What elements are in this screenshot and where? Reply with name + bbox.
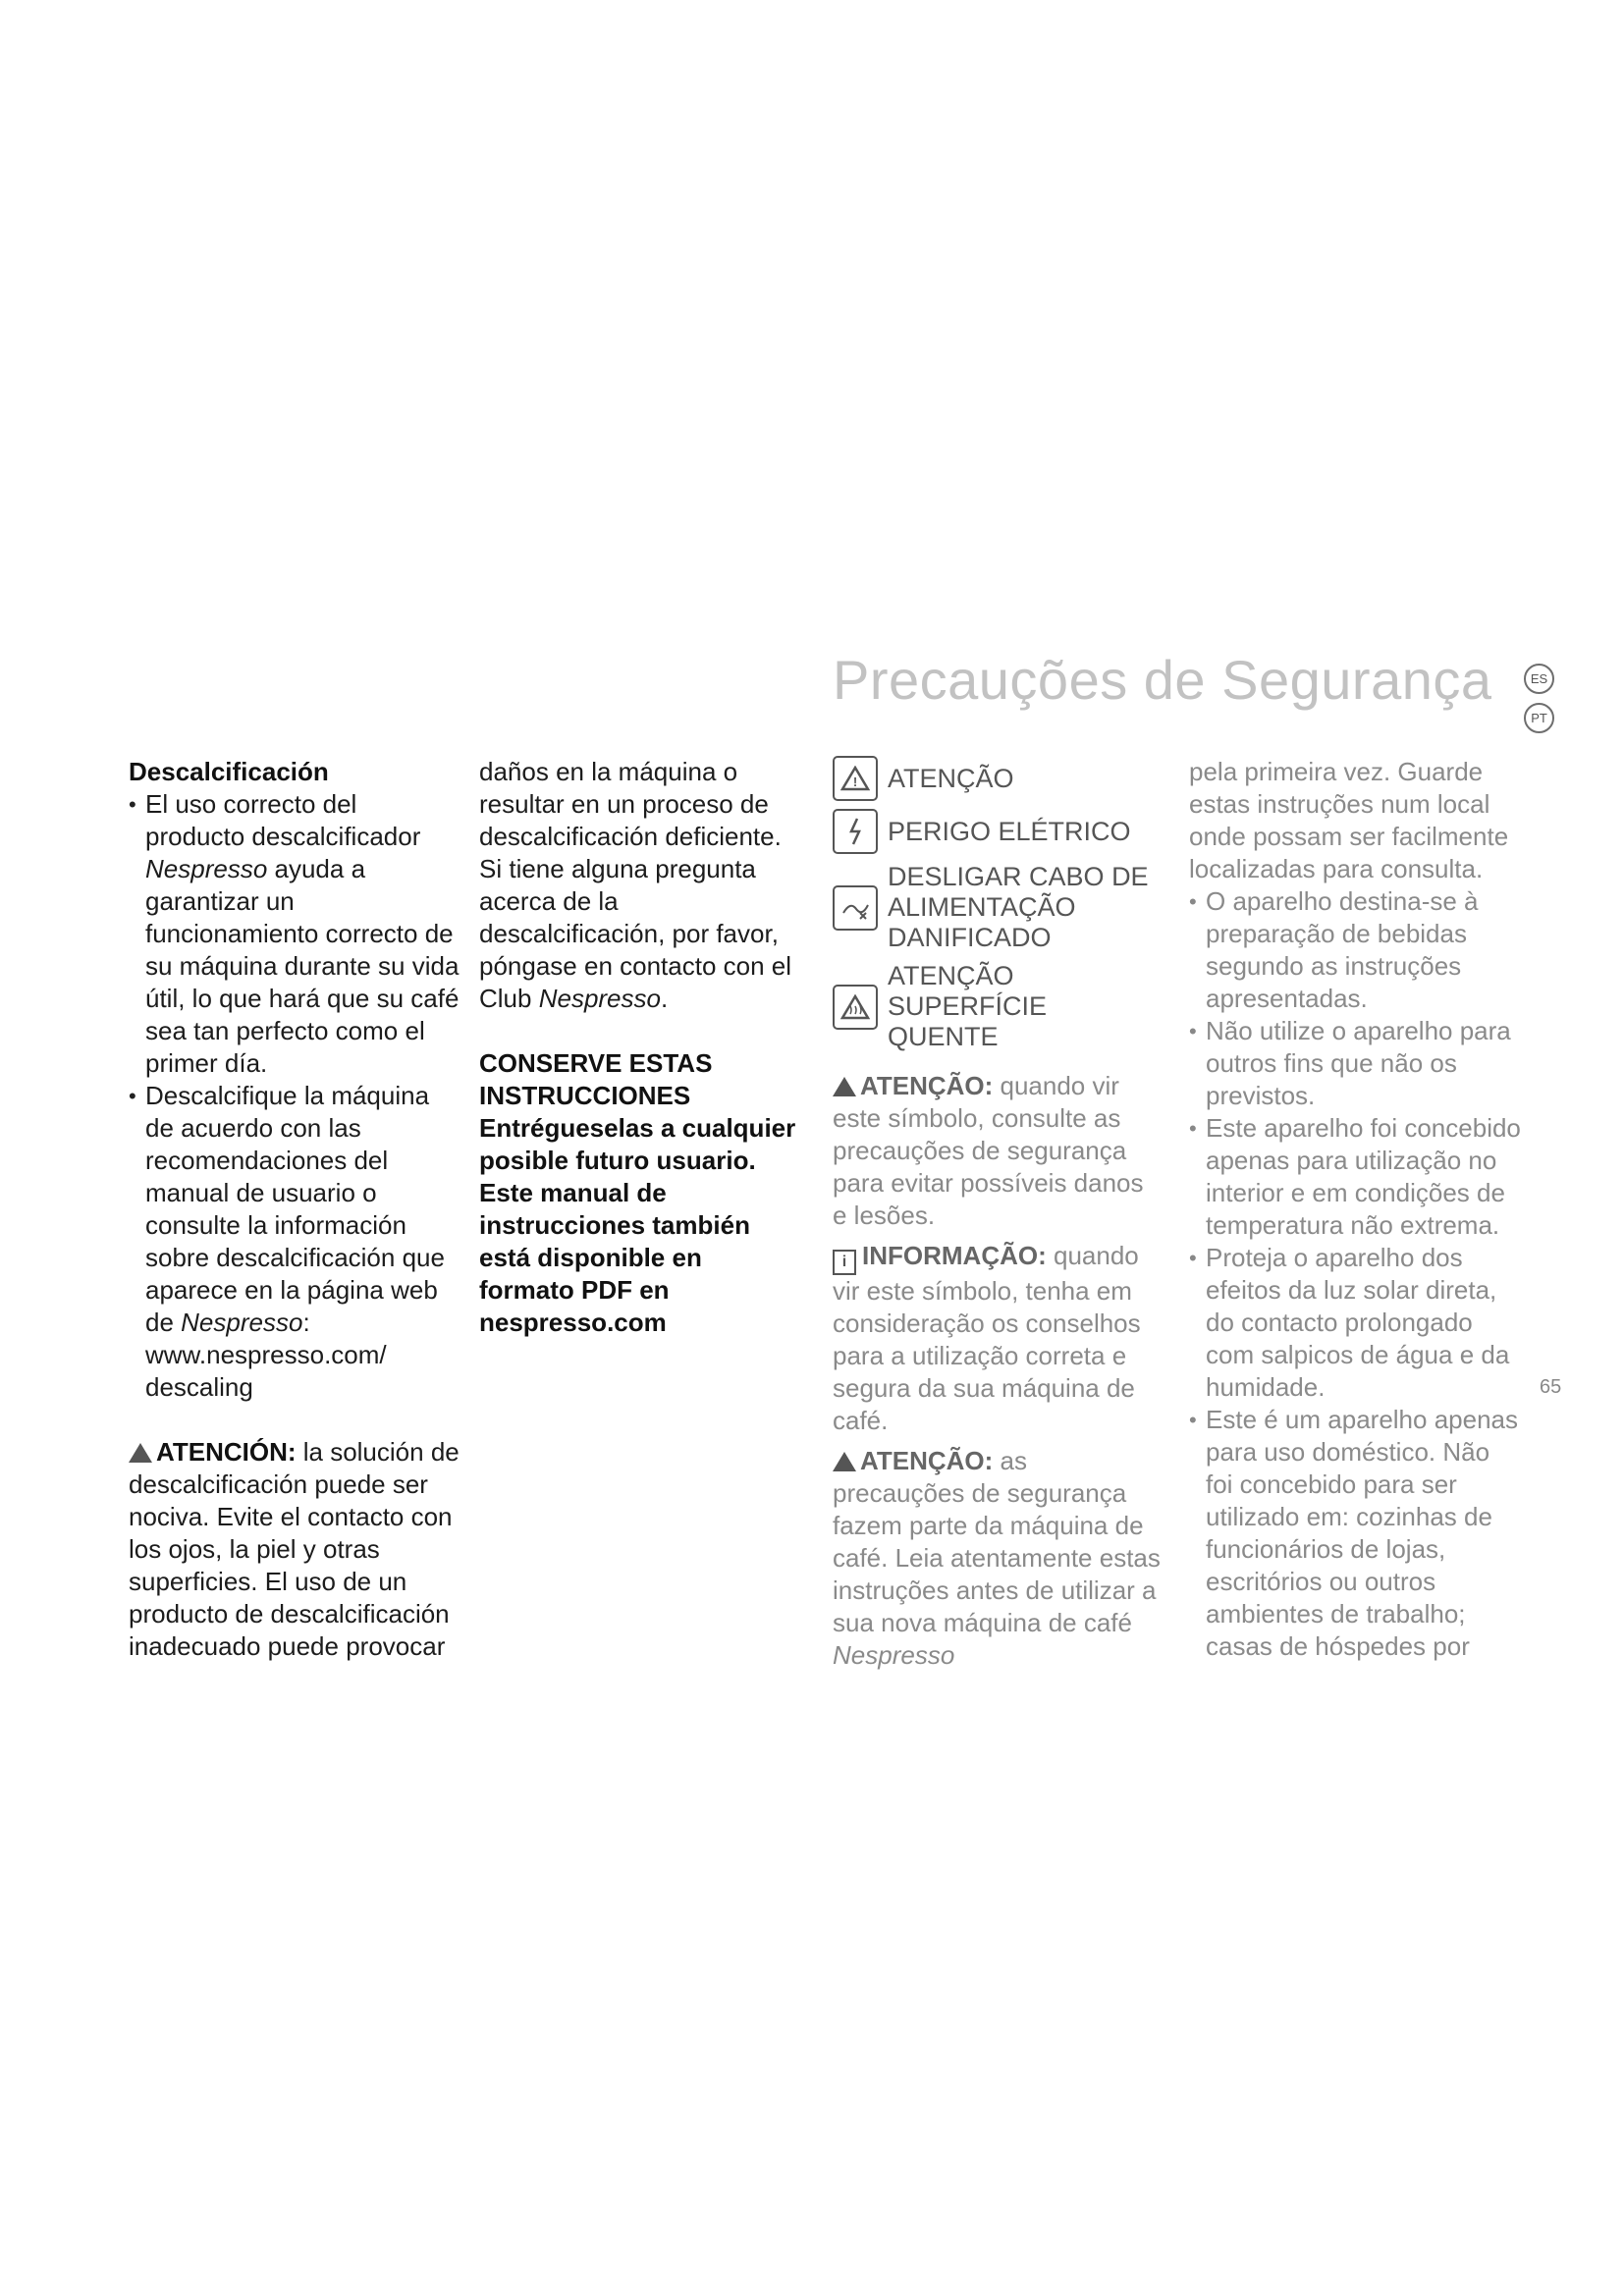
- warning-triangle-icon: [833, 1077, 856, 1096]
- svg-text:!: !: [852, 774, 858, 789]
- electric-danger-icon: [833, 809, 878, 854]
- legend-cabo: DESLIGAR CABO DE ALIMENTAÇÃO DANIFICADO: [833, 862, 1164, 953]
- descaling-heading: Descalcificación: [129, 757, 329, 786]
- informacao-paragraph: i INFORMAÇÃO: quando vir este símbolo, tenha em consideração os conselhos para a utilização correta e segura da sua máquina de café.: [833, 1241, 1141, 1435]
- list-item: • Não utilize o aparelho para outros fins que não os previstos.: [1189, 1015, 1523, 1112]
- brand-name: Nespresso: [833, 1640, 955, 1670]
- list-item: • Este aparelho foi concebido apenas para utilização no interior e em condições de temperatura não extrema.: [1189, 1112, 1523, 1242]
- column-4: [1189, 756, 1523, 1663]
- language-badge-pt: PT: [1524, 703, 1554, 733]
- list-item: • El uso correcto del producto descalcificador Nespresso ayuda a garantizar un funcionamiento correcto de su máquina durante su vida útil, lo que hará que su café sea tan perfecto como el primer día.: [129, 788, 462, 1080]
- list-item: • O aparelho destina-se à preparação de bebidas segundo as instruções apresentadas.: [1189, 885, 1523, 1015]
- legend-perigo: PERIGO ELÉTRICO: [833, 809, 1164, 854]
- warning-triangle-icon: [833, 1452, 856, 1471]
- damaged-cable-icon: [833, 885, 878, 931]
- warning-triangle-icon: [129, 1443, 152, 1463]
- list-item: • Descalcifique la máquina de acuerdo con las recomendaciones del manual de usuario o consulte la información sobre descalcificación que aparece en la página web de Nespresso: www.nespresso.com/ descaling: [129, 1080, 462, 1404]
- descaling-url: www.nespresso.com/ descaling: [145, 1340, 387, 1402]
- column-3: [833, 756, 1164, 1672]
- warning-triangle-icon: [833, 756, 878, 801]
- atencao-paragraph-2: ATENÇÃO: as precauções de segurança fazem parte da máquina de café. Leia atentamente estas instruções antes de utilizar a sua nova máquina de café Nespresso: [833, 1446, 1161, 1670]
- brand-name: Nespresso: [538, 984, 661, 1013]
- brand-name: Nespresso: [181, 1308, 303, 1337]
- hot-surface-icon: [833, 985, 878, 1030]
- section-title: Precauções de Segurança: [833, 649, 1492, 711]
- conserve-heading: CONSERVE ESTAS INSTRUCCIONES: [479, 1048, 713, 1110]
- continued-paragraph: pela primeira vez. Guarde estas instruções num local onde possam ser facilmente localizadas para consulta.: [1189, 757, 1509, 883]
- legend-superficie: ATENÇÃO SUPERFÍCIE QUENTE: [833, 961, 1164, 1052]
- brand-name: Nespresso: [145, 854, 268, 883]
- continued-paragraph: daños en la máquina o resultar en un proceso de descalcificación deficiente. Si tiene alguna pregunta acerca de la descalcificación, por favor, póngase en contacto con el Club Nespresso.: [479, 757, 792, 1013]
- list-item: • Este é um aparelho apenas para uso doméstico. Não foi concebido para ser utilizado em: cozinhas de funcionários de lojas, escritórios ou outros ambientes de trabalho; casas de hóspedes por: [1189, 1404, 1523, 1663]
- conserve-text: Entrégueselas a cualquier posible futuro usuario. Este manual de instrucciones también está disponible en formato PDF en nespresso.com: [479, 1113, 796, 1337]
- atencao-paragraph: ATENÇÃO: quando vir este símbolo, consulte as precauções de segurança para evitar possíveis danos e lesões.: [833, 1071, 1144, 1230]
- column-2: [479, 756, 803, 1339]
- warning-paragraph: ATENCIÓN: la solución de descalcificación puede ser nociva. Evite el contacto con los ojos, la piel y otras superficies. El uso de un producto de descalcificación inadecuado puede provocar: [129, 1437, 460, 1661]
- column-1: [129, 756, 462, 1663]
- page-number: 65: [1540, 1376, 1562, 1398]
- info-icon: i: [833, 1250, 856, 1275]
- legend-atencao: ! ATENÇÃO: [833, 756, 1164, 801]
- list-item: • Proteja o aparelho dos efeitos da luz solar direta, do contacto prolongado com salpicos de água e da humidade.: [1189, 1242, 1523, 1404]
- language-badge-es: ES: [1524, 664, 1554, 694]
